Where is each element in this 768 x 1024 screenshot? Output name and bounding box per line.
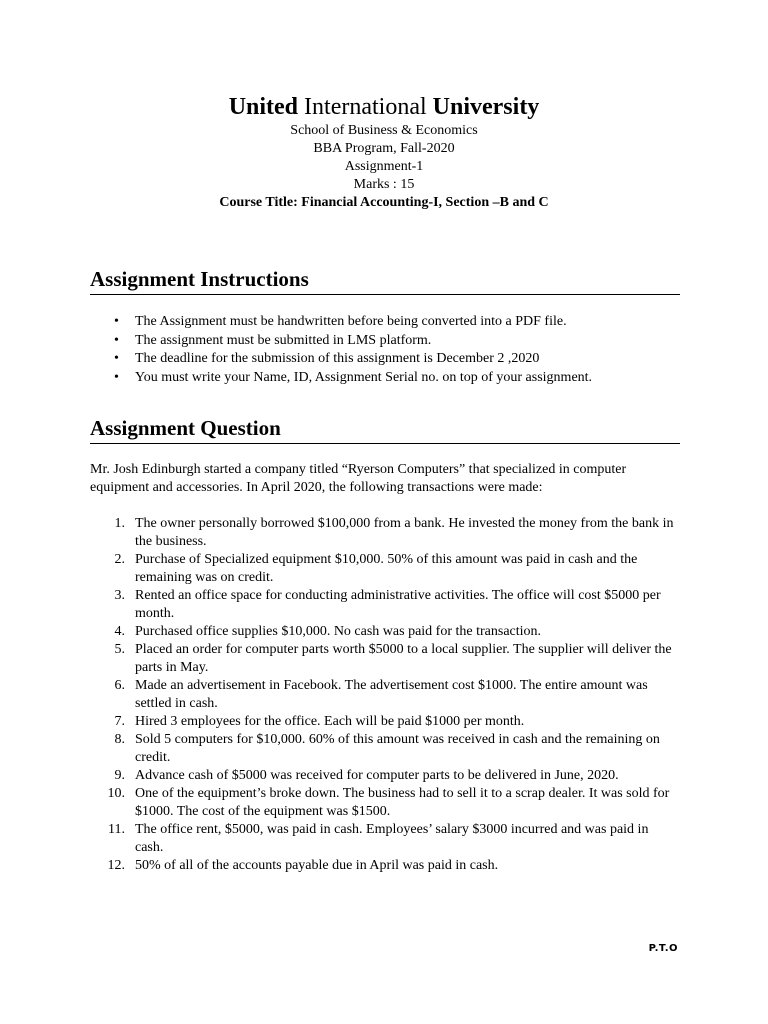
list-item (90, 551, 680, 587)
list-item (90, 641, 680, 677)
list-item (90, 767, 680, 785)
item-number: 10. (107, 786, 125, 801)
list-item (90, 785, 680, 821)
list-item (90, 587, 680, 623)
instruction-text: The assignment must be submitted in LMS platform. (135, 332, 432, 348)
bullet-icon: • (114, 369, 119, 385)
item-number: 2. (114, 552, 125, 567)
item-text: The office rent, $5000, was paid in cash. Employees’ salary $3000 incurred and was paid in cash. (135, 822, 649, 855)
item-number: 3. (114, 588, 125, 603)
item-number: 4. (114, 624, 125, 639)
bullet-icon: • (114, 351, 119, 366)
item-number: 6. (114, 678, 125, 693)
list-item (90, 623, 680, 641)
item-text: Made an advertisement in Facebook. The advertisement cost $1000. The entire amount was settled in cash. (135, 678, 648, 711)
instruction-text: The deadline for the submission of this assignment is December 2 ,2020 (135, 351, 540, 366)
list-item (90, 313, 690, 332)
item-text: The owner personally borrowed $100,000 from a bank. He invested the money from the bank in the business. (135, 516, 674, 549)
instruction-text: The Assignment must be handwritten before being converted into a PDF file. (135, 314, 567, 329)
item-text: Advance cash of $5000 was received for computer parts to be delivered in June, 2020. (135, 768, 619, 783)
item-number: 5. (114, 642, 125, 657)
school-name: School of Business & Economics (290, 123, 478, 138)
title-international: International (298, 94, 433, 120)
list-item (90, 332, 690, 351)
marks-label: Marks : 15 (353, 177, 415, 192)
list-item (90, 350, 690, 369)
item-text: 50% of all of the accounts payable due in April was paid in cash. (135, 858, 499, 873)
item-text: Sold 5 computers for $10,000. 60% of this amount was received in cash and the remaining on credit. (135, 732, 660, 765)
list-item (90, 677, 680, 713)
pto-label: P.T.O (648, 943, 678, 954)
assignment-number: Assignment-1 (344, 159, 424, 174)
item-text: One of the equipment’s broke down. The business had to sell it to a scrap dealer. It was sold for $1000. The cost of the equipment was $1500. (135, 786, 670, 819)
course-title: Course Title: Financial Accounting-I, Section –B and C (219, 195, 549, 210)
item-number: 9. (114, 768, 125, 783)
document-header (0, 92, 768, 212)
item-number: 11. (108, 822, 125, 837)
item-number: 12. (107, 858, 125, 873)
title-united: United (228, 94, 299, 120)
item-text: Purchased office supplies $10,000. No cash was paid for the transaction. (135, 624, 542, 639)
instruction-text: You must write your Name, ID, Assignment Serial no. on top of your assignment. (135, 369, 593, 385)
title-university: University (432, 94, 540, 120)
transactions-list (90, 515, 680, 875)
bullet-icon: • (114, 332, 119, 348)
list-item (90, 515, 680, 551)
instructions-heading: Assignment Instructions (90, 266, 680, 295)
program-name: BBA Program, Fall-2020 (313, 141, 455, 156)
item-text: Hired 3 employees for the office. Each will be paid $1000 per month. (135, 714, 525, 729)
item-number: 1. (114, 516, 125, 531)
question-intro: Mr. Josh Edinburgh started a company titled “Ryerson Computers” that specialized in computer equipment and accessories. In April 2020, the following transactions were made: (90, 462, 627, 495)
list-item (90, 713, 680, 731)
question-heading: Assignment Question (90, 415, 680, 444)
item-text: Placed an order for computer parts worth $5000 to a local supplier. The supplier will deliver the parts in May. (135, 642, 672, 675)
item-number: 8. (114, 732, 125, 747)
list-item (90, 857, 680, 875)
instructions-list (90, 313, 690, 387)
list-item (90, 731, 680, 767)
bullet-icon: • (114, 314, 119, 329)
item-number: 7. (114, 714, 125, 729)
list-item (90, 369, 690, 388)
item-text: Rented an office space for conducting administrative activities. The office will cost $5000 per month. (135, 588, 661, 621)
list-item (90, 821, 680, 857)
university-title (0, 92, 768, 122)
item-text: Purchase of Specialized equipment $10,000. 50% of this amount was paid in cash and the remaining was on credit. (135, 552, 638, 585)
